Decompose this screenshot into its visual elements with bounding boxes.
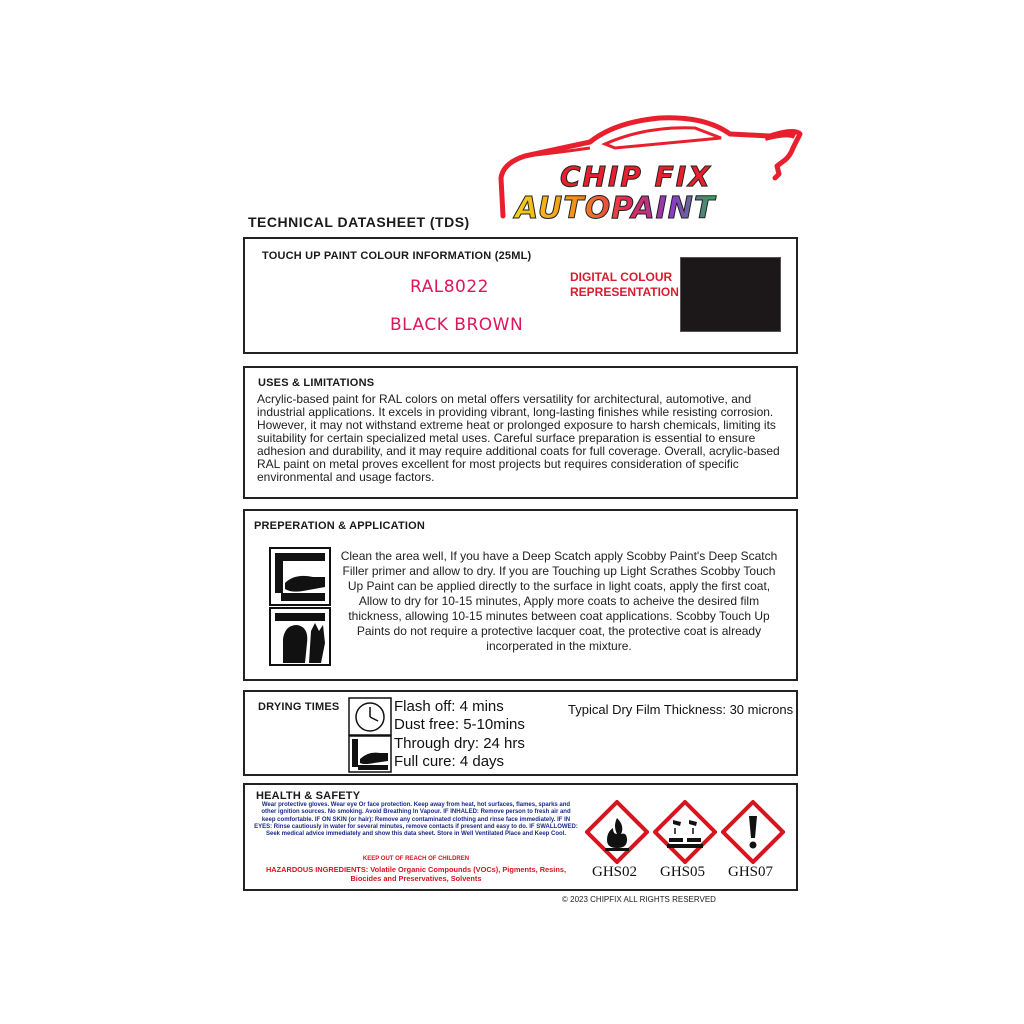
ghs07-label: GHS07 [728,864,774,880]
logo-line2: AUTOPAINT [515,191,716,226]
chip-fix-autopaint-logo [495,108,805,226]
colour-name: BLACK BROWN [390,315,524,335]
ghs02-label: GHS02 [592,864,638,880]
uses-heading: USES & LIMITATIONS [258,377,375,389]
preparation-heading: PREPERATION & APPLICATION [254,520,426,532]
page-title: TECHNICAL DATASHEET (TDS) [248,214,470,230]
drying-heading: DRYING TIMES [258,701,340,713]
logo-line1: CHIP FIX [560,160,712,193]
ral-code: RAL8022 [410,277,489,297]
copyright: © 2023 CHIPFIX ALL RIGHTS RESERVED [562,895,716,904]
drying-icons [348,697,392,773]
dry-film-thickness: Typical Dry Film Thickness: 30 microns [568,702,794,717]
flame-icon [585,800,649,864]
preparation-icons [269,547,331,667]
colour-info-heading: TOUCH UP PAINT COLOUR INFORMATION (25ML) [262,250,532,262]
corrosion-icon [653,800,717,864]
face-protection-icon [270,608,330,665]
health-heading: HEALTH & SAFETY [256,790,361,802]
ghs05-label: GHS05 [660,864,706,880]
drying-full-cure: Full cure: 4 days [394,753,505,770]
drying-flash-off: Flash off: 4 mins [394,698,504,715]
uses-body: Acrylic-based paint for RAL colors on metal offers versatility for architectural, automotive, and industrial applications. It excels in providing vibrant, long-lasting finishes while resisting corrosion. However, it may not withstand extreme heat or prolonged exposure to harsh chemicals, limiting its suitability for certain specialized metal uses. Careful surface preparation is essential to ensure adhesion and durability, and it may require additional coats for full coverage. Overall, acrylic-based RAL paint on metal proves excellent for most projects but requires consideration of specific environmental and usage factors. [257,392,780,484]
clock-icon [349,698,391,735]
hazardous-ingredients: HAZARDOUS INGREDIENTS: Volatile Organic Compounds (VOCs), Pigments, Resins, Biocides and Preservatives, Solvents [265,865,567,883]
colour-swatch [680,257,781,332]
drying-dust-free: Dust free: 5-10mins [394,716,525,733]
health-body: Wear protective gloves. Wear eye Or face protection. Keep away from heat, hot surfaces, flames, sparks and other ignition sources. No smoking. Avoid Breathing In Vapour. IF INHALED: Remove person to fresh air and keep comfortable. IF ON SKIN (or hair): Remove any contaminated clothing and rinse face immediately. IF IN EYES: Rinse cautiously in water for several minutes, remove contacts if present and easy to do. IF SWALLOWED: Seek medical advice immediately and show this data sheet. Store in Well Ventilated Place and Keep Cool. [254,802,578,838]
children-warning: KEEP OUT OF REACH OF CHILDREN [362,856,470,862]
hand-wipe-icon [270,548,330,605]
digital-colour-label: DIGITAL COLOUR REPRESENTATION [570,270,679,299]
drying-through-dry: Through dry: 24 hrs [394,735,525,752]
preparation-body: Clean the area well, If you have a Deep Scatch apply Scobby Paint's Deep Scatch Filler primer and allow to dry. If you are Touching up Light Scrathes Scobby Touch Up Paint can be applied directly to the surface in light coats, apply the first coat, Allow to dry for 10-15 minutes, Apply more coats to acheive the desired film thickness, allowing 10-15 minutes between coat applications. Scobby Touch Up Paints do not require a protective lacquer coat, the protective coat is already incorperated in the mixture. [340,549,778,653]
hand-wipe-icon [349,736,391,772]
exclamation-icon [721,800,785,864]
